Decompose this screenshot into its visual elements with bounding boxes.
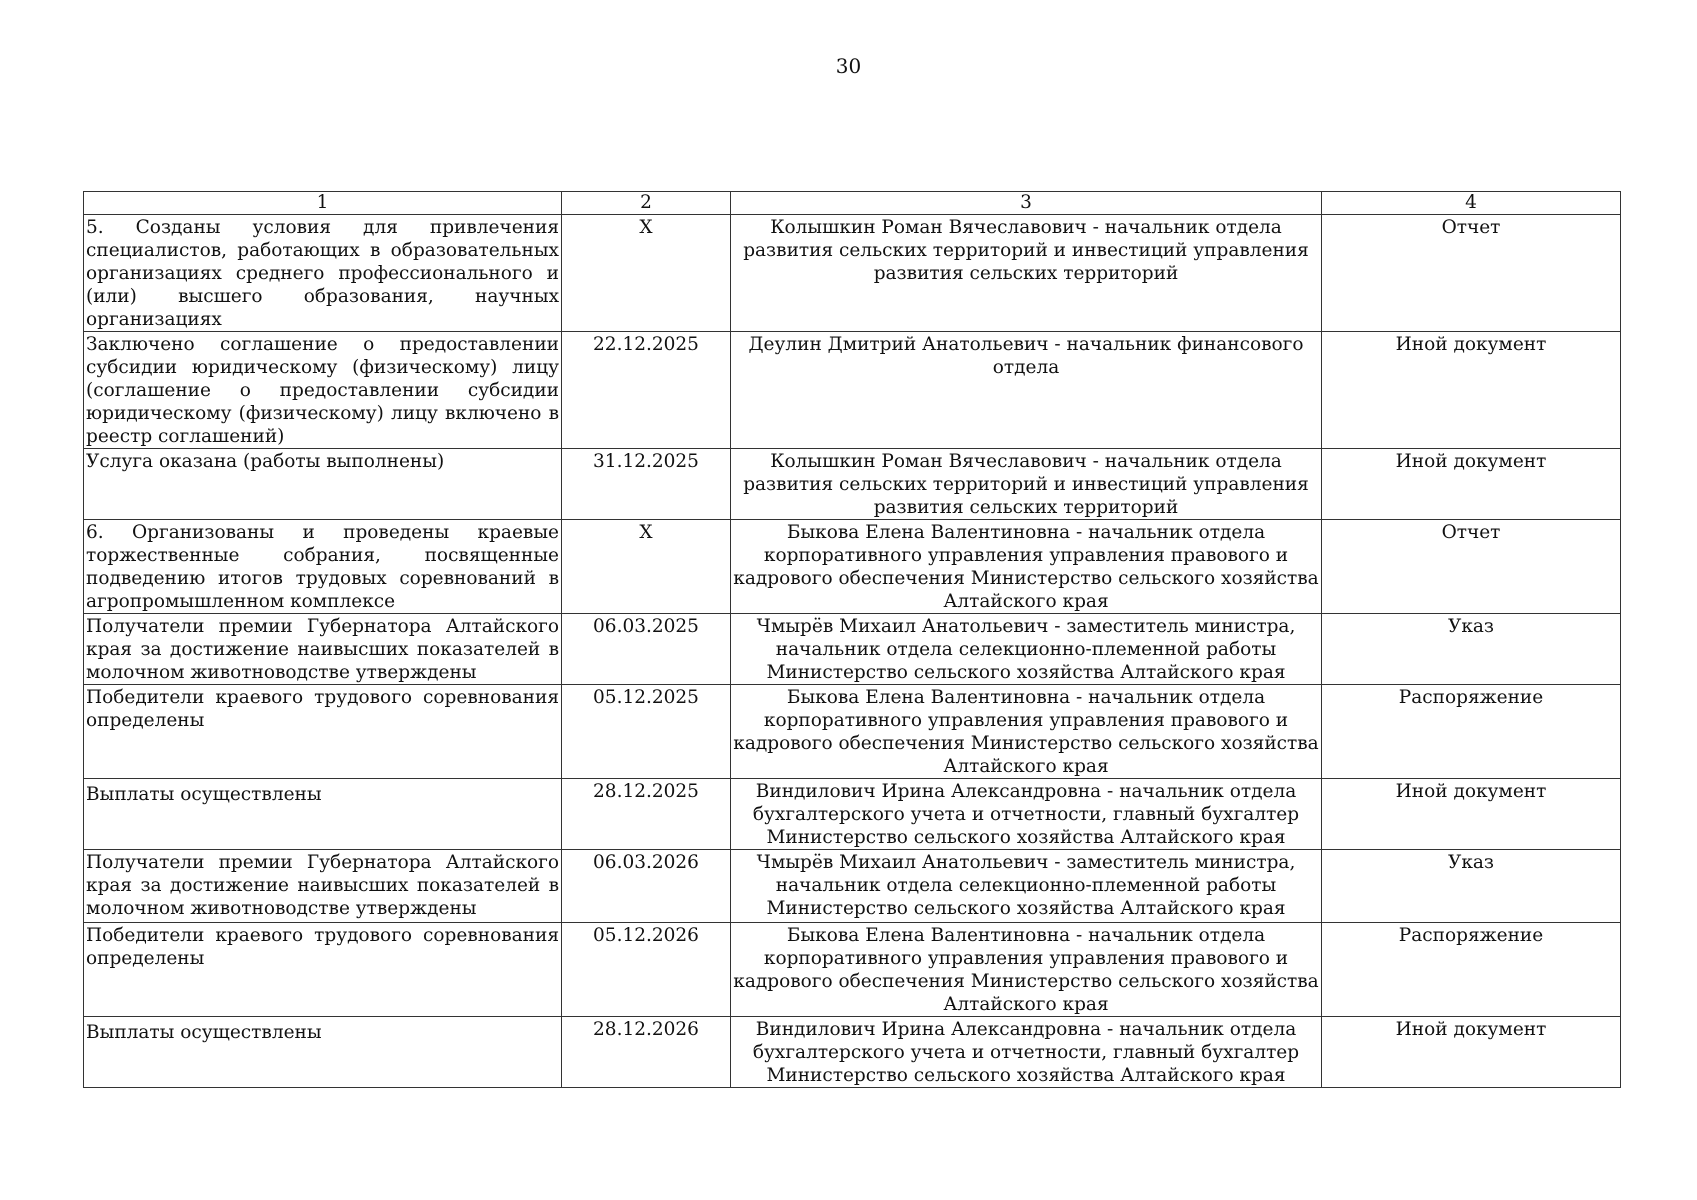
event-description: Выплаты осуществлены [84,779,562,850]
event-description: Выплаты осуществлены [84,1017,562,1088]
event-description: Заключено соглашение о предоставлении субсидии юридическому (физическому) лицу (соглашение о предоставлении субсидии юридическому (физическому) лицу включено в реестр соглашений) [84,332,562,449]
responsible-person: Быкова Елена Валентиновна - начальник отдела корпоративного управления управления правового и кадрового обеспечения Министерство сельского хозяйства Алтайского края [731,685,1322,779]
activity-table [83,191,1621,1088]
event-description: Услуга оказана (работы выполнены) [84,449,562,520]
responsible-person: Колышкин Роман Вячеславович - начальник отдела развития сельских территорий и инвестиций управления развития сельских территорий [731,449,1322,520]
table-row [84,215,1621,332]
table-row [84,1017,1621,1088]
column-header-1: 1 [84,192,562,215]
document-type: Указ [1322,850,1621,923]
due-date: X [562,215,731,332]
responsible-person: Быкова Елена Валентиновна - начальник отдела корпоративного управления управления правового и кадрового обеспечения Министерство сельского хозяйства Алтайского края [731,923,1322,1017]
responsible-person: Быкова Елена Валентиновна - начальник отдела корпоративного управления управления правового и кадрового обеспечения Министерство сельского хозяйства Алтайского края [731,520,1322,614]
due-date: 06.03.2025 [562,614,731,685]
document-type: Указ [1322,614,1621,685]
table-row [84,779,1621,850]
due-date: 28.12.2025 [562,779,731,850]
table-row [84,850,1621,923]
responsible-person: Чмырёв Михаил Анатольевич - заместитель министра, начальник отдела селекционно-племенной работы Министерство сельского хозяйства Алтайского края [731,614,1322,685]
due-date: 31.12.2025 [562,449,731,520]
event-description: 6. Организованы и проведены краевые торжественные собрания, посвященные подведению итогов трудовых соревнований в агропромышленном комплексе [84,520,562,614]
document-type: Иной документ [1322,779,1621,850]
responsible-person: Виндилович Ирина Александровна - начальник отдела бухгалтерского учета и отчетности, главный бухгалтер Министерство сельского хозяйства Алтайского края [731,779,1322,850]
event-description: Победители краевого трудового соревнования определены [84,923,562,1017]
document-type: Отчет [1322,520,1621,614]
document-type: Отчет [1322,215,1621,332]
document-type: Иной документ [1322,1017,1621,1088]
column-header-2: 2 [562,192,731,215]
document-type: Иной документ [1322,449,1621,520]
document-type: Иной документ [1322,332,1621,449]
table-row [84,332,1621,449]
due-date: 05.12.2025 [562,685,731,779]
due-date: 22.12.2025 [562,332,731,449]
table-row [84,923,1621,1017]
due-date: X [562,520,731,614]
due-date: 06.03.2026 [562,850,731,923]
due-date: 05.12.2026 [562,923,731,1017]
table-row [84,449,1621,520]
responsible-person: Чмырёв Михаил Анатольевич - заместитель министра, начальник отдела селекционно-племенной работы Министерство сельского хозяйства Алтайского края [731,850,1322,923]
column-header-4: 4 [1322,192,1621,215]
due-date: 28.12.2026 [562,1017,731,1088]
responsible-person: Виндилович Ирина Александровна - начальник отдела бухгалтерского учета и отчетности, главный бухгалтер Министерство сельского хозяйства Алтайского края [731,1017,1322,1088]
event-description: Победители краевого трудового соревнования определены [84,685,562,779]
document-type: Распоряжение [1322,685,1621,779]
event-description: Получатели премии Губернатора Алтайского края за достижение наивысших показателей в молочном животноводстве утверждены [84,850,562,923]
page-number: 30 [835,54,862,78]
event-description: 5. Созданы условия для привлечения специалистов, работающих в образовательных организациях среднего профессионального и (или) высшего образования, научных организациях [84,215,562,332]
document-type: Распоряжение [1322,923,1621,1017]
table-row [84,614,1621,685]
table-row [84,685,1621,779]
header-row [84,192,1621,215]
table-row [84,520,1621,614]
event-description: Получатели премии Губернатора Алтайского края за достижение наивысших показателей в молочном животноводстве утверждены [84,614,562,685]
responsible-person: Деулин Дмитрий Анатольевич - начальник финансового отдела [731,332,1322,449]
column-header-3: 3 [731,192,1322,215]
responsible-person: Колышкин Роман Вячеславович - начальник отдела развития сельских территорий и инвестиций управления развития сельских территорий [731,215,1322,332]
